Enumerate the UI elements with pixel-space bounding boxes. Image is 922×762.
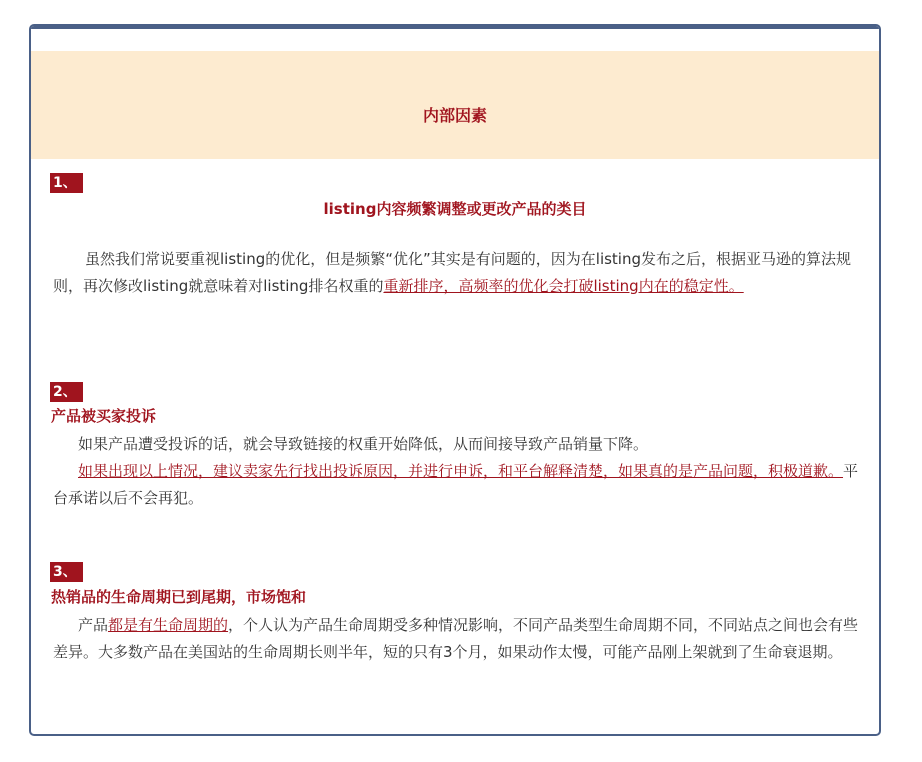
section-3-paragraph: [53, 612, 865, 666]
section-1-body-text: 虽然我们常说要重视listing的优化，但是频繁“优化”其实是有问题的，因为在listing发布之后，根据亚马逊的算法规则，再次修改listing就意味着对listing排名权重的: [53, 250, 852, 295]
section-3-body-text-pre: 产品: [78, 616, 109, 634]
section-3-heading: 热销品的生命周期已到尾期，市场饱和: [51, 588, 307, 606]
section-3-body-text-post: ，个人认为产品生命周期受多种情况影响，不同产品类型生命周期不同，不同站点之间也会有些差异。大多数产品在美国站的生命周期长则半年，短的只有3个月，如果动作太慢，可能产品刚上架就到了生命衰退期。: [53, 616, 859, 661]
section-2-heading: 产品被买家投诉: [51, 407, 157, 425]
section-1-heading: listing内容频繁调整或更改产品的类目: [323, 200, 587, 218]
section-1-body-link[interactable]: 重新排序，高频率的优化会打破listing内在的稳定性。: [383, 277, 744, 295]
section-2-number-badge: 2、: [50, 382, 83, 402]
section-3-body-link[interactable]: 都是有生命周期的: [108, 616, 229, 634]
section-3-number-badge: 3、: [50, 562, 83, 582]
section-1-number-badge: 1、: [50, 173, 83, 193]
card-top-border: [31, 26, 879, 29]
banner-title: 内部因素: [422, 106, 487, 125]
section-1-paragraph: [53, 246, 865, 300]
section-2-paragraph: [53, 458, 865, 512]
content-card: [29, 24, 881, 736]
section-2-body-link[interactable]: 如果出现以上情况，建议卖家先行找出投诉原因，并进行申诉，和平台解释清楚，如果真的是产品问题，积极道歉。: [78, 462, 844, 480]
section-2-body-text: 平台承诺以后不会再犯。: [53, 462, 859, 507]
section-2-line-1: 如果产品遭受投诉的话，就会导致链接的权重开始降低，从而间接导致产品销量下降。: [78, 435, 649, 453]
